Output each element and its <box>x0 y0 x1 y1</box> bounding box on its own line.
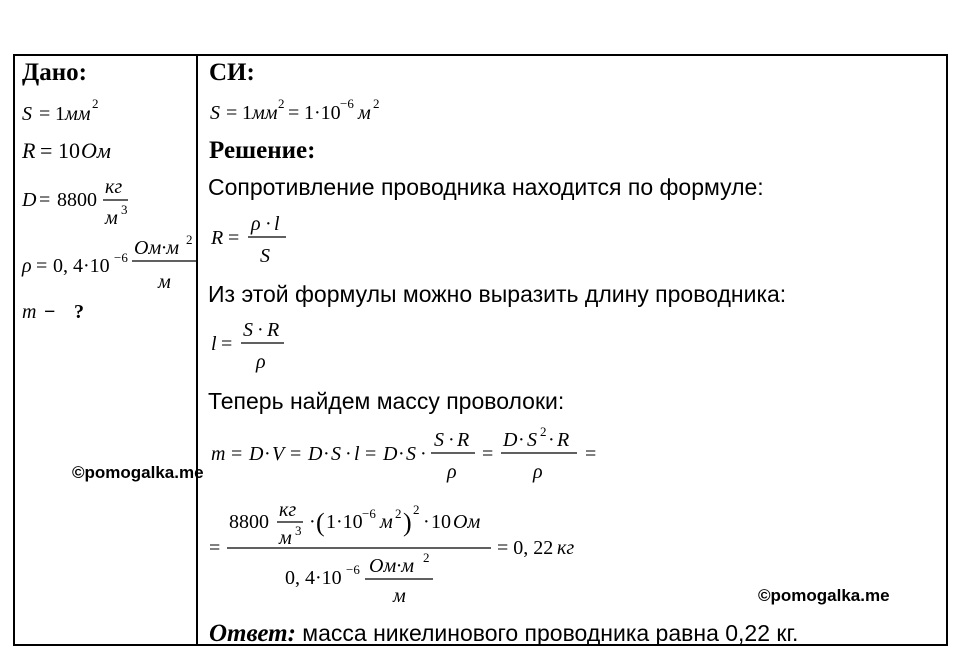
svg-text:2: 2 <box>278 96 285 111</box>
solution-text-resistance: Сопротивление проводника находится по формуле: <box>208 174 764 200</box>
solution-text-mass: Теперь найдем массу проволоки: <box>208 388 565 414</box>
svg-text:=: = <box>40 138 53 163</box>
svg-text:ρ: ρ <box>22 255 32 277</box>
svg-text:D: D <box>22 189 37 211</box>
svg-text:= 0, 22: = 0, 22 <box>497 537 554 559</box>
svg-text:Ом: Ом <box>81 138 111 163</box>
svg-text:=: = <box>36 255 48 277</box>
given-area-formula <box>22 94 192 130</box>
svg-text:R: R <box>22 138 36 163</box>
svg-text:м: м <box>380 511 393 533</box>
svg-text:0, 4·10: 0, 4·10 <box>285 567 342 589</box>
svg-text:·: · <box>323 443 330 465</box>
svg-text:1: 1 <box>55 103 65 125</box>
svg-text:·: · <box>398 443 405 465</box>
svg-text:м: м <box>158 271 171 293</box>
svg-text:S: S <box>243 319 253 341</box>
svg-text:2: 2 <box>413 502 420 517</box>
svg-text:3: 3 <box>295 523 302 538</box>
svg-text:1·10: 1·10 <box>326 511 363 533</box>
given-resistance-formula <box>22 134 192 170</box>
svg-text:V: V <box>272 443 285 465</box>
svg-text:1: 1 <box>242 102 252 124</box>
answer <box>209 620 798 648</box>
si-header: СИ: <box>209 59 255 86</box>
svg-text:=: = <box>288 102 300 124</box>
svg-text:3: 3 <box>121 202 128 217</box>
svg-text:l: l <box>211 333 217 355</box>
svg-text:D: D <box>503 429 518 451</box>
svg-text:Ом·м: Ом·м <box>134 237 179 259</box>
svg-text:=: = <box>221 333 233 355</box>
solution-header: Решение: <box>209 137 316 164</box>
svg-text:=: = <box>585 443 597 465</box>
svg-text:D: D <box>249 443 264 465</box>
svg-text:кг: кг <box>557 537 575 559</box>
svg-text:(: ( <box>316 508 325 537</box>
svg-text:R: R <box>557 429 570 451</box>
svg-text:=: = <box>228 227 240 249</box>
svg-text:·: · <box>548 429 555 451</box>
svg-text:·: · <box>264 443 271 465</box>
svg-text:D: D <box>308 443 323 465</box>
svg-text:=: = <box>231 443 243 465</box>
svg-text:R: R <box>211 227 224 249</box>
svg-text:−6: −6 <box>114 250 128 265</box>
given-resistivity-formula <box>22 234 198 294</box>
svg-text:1·10: 1·10 <box>304 102 341 124</box>
svg-text:l: l <box>354 443 360 465</box>
svg-text:ρ: ρ <box>256 351 266 373</box>
svg-text:S: S <box>210 102 220 124</box>
svg-text:·: · <box>448 429 455 451</box>
svg-text:2: 2 <box>540 424 547 439</box>
svg-text:м: м <box>105 207 118 229</box>
svg-text:m: m <box>211 443 226 465</box>
svg-text:m: m <box>22 301 37 323</box>
solution-text-length: Из этой формулы можно выразить длину проводника: <box>208 281 787 307</box>
svg-text:S: S <box>434 429 444 451</box>
svg-text:2: 2 <box>373 96 380 111</box>
svg-text:мм: мм <box>252 102 278 124</box>
svg-text:2: 2 <box>92 96 99 111</box>
svg-text:−6: −6 <box>340 96 354 111</box>
svg-text:Ом: Ом <box>453 511 481 533</box>
si-conversion-formula <box>210 94 410 128</box>
svg-text:Ом·м: Ом·м <box>369 555 414 577</box>
svg-text:=: = <box>209 537 221 559</box>
svg-text:=: = <box>290 443 302 465</box>
svg-text:2: 2 <box>395 506 402 521</box>
svg-text:2: 2 <box>186 232 193 247</box>
svg-text:·: · <box>518 429 525 451</box>
svg-text:м: м <box>279 527 292 549</box>
svg-text:S: S <box>527 429 537 451</box>
svg-text:l: l <box>274 213 280 235</box>
svg-text:=: = <box>482 443 494 465</box>
svg-text:10: 10 <box>58 138 80 163</box>
svg-text:8800: 8800 <box>229 511 269 533</box>
svg-text:·: · <box>420 443 427 465</box>
svg-text:8800: 8800 <box>57 189 97 211</box>
svg-text:ρ: ρ <box>251 213 261 235</box>
svg-text:−6: −6 <box>362 506 376 521</box>
formula-resistance <box>211 208 311 270</box>
given-header: Дано: <box>22 59 87 86</box>
svg-text:S: S <box>406 443 416 465</box>
svg-text:=: = <box>365 443 377 465</box>
svg-text:·: · <box>423 511 430 533</box>
svg-text:=: = <box>226 102 238 124</box>
svg-text:S: S <box>331 443 341 465</box>
svg-text:мм: мм <box>65 103 91 125</box>
answer-label: Ответ: <box>209 620 296 647</box>
svg-text:−6: −6 <box>346 562 360 577</box>
svg-text:м: м <box>358 102 371 124</box>
svg-text:ρ: ρ <box>533 461 543 483</box>
svg-text:ρ: ρ <box>447 461 457 483</box>
watermark: ©pomogalka.me <box>72 463 204 482</box>
svg-text:10: 10 <box>431 511 451 533</box>
svg-text:·: · <box>309 511 316 533</box>
svg-text:0, 4·10: 0, 4·10 <box>53 255 110 277</box>
svg-text:·: · <box>345 443 352 465</box>
svg-text:D: D <box>383 443 398 465</box>
svg-text:?: ? <box>74 301 84 323</box>
svg-text:м: м <box>393 585 406 607</box>
svg-text:=: = <box>39 103 51 125</box>
svg-text:кг: кг <box>105 176 123 198</box>
svg-text:кг: кг <box>279 499 297 521</box>
column-divider <box>196 54 198 646</box>
svg-text:=: = <box>39 189 51 211</box>
svg-text:S: S <box>260 245 270 267</box>
given-density-formula <box>22 174 192 234</box>
formula-mass-calculation <box>209 498 629 610</box>
formula-length <box>211 316 311 378</box>
svg-text:2: 2 <box>423 550 430 565</box>
given-unknown <box>22 296 142 326</box>
svg-text:−: − <box>44 301 56 323</box>
svg-text:): ) <box>403 508 412 537</box>
watermark: ©pomogalka.me <box>758 586 890 605</box>
answer-text: масса никелинового проводника равна 0,22 кг. <box>295 620 799 646</box>
svg-text:S: S <box>22 103 32 125</box>
svg-text:R: R <box>457 429 470 451</box>
svg-text:·: · <box>265 213 272 235</box>
formula-mass-derivation <box>211 424 651 486</box>
svg-text:·: · <box>257 319 264 341</box>
svg-text:R: R <box>267 319 280 341</box>
